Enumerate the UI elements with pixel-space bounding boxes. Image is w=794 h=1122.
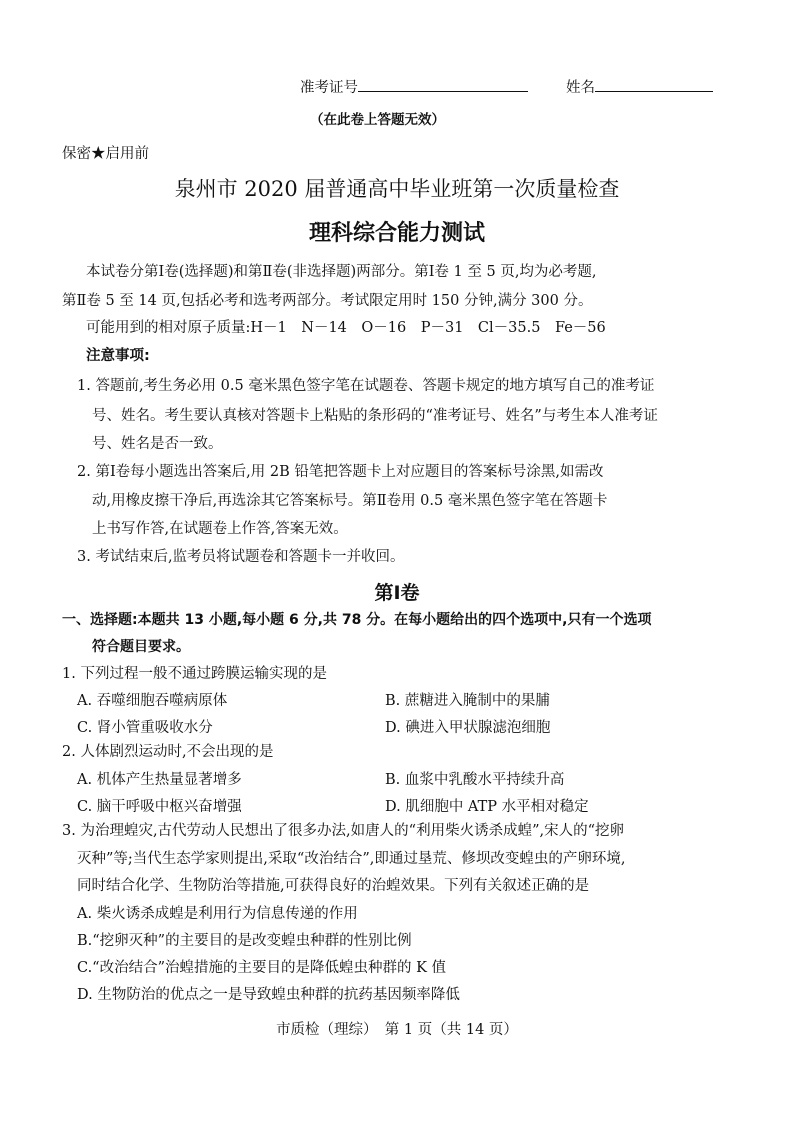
question-3-option-a: A. 柴火诱杀成蝗是利用行为信息传递的作用 [77,906,358,922]
question-2-option-d: D. 肌细胞中 ATP 水平相对稳定 [385,799,589,815]
exam-subtitle: 理科综合能力测试 [308,221,485,246]
question-1-option-c: C. 肾小管重吸收水分 [77,720,213,736]
exam-id-blank[interactable] [358,77,528,92]
question-1-option-b: B. 蔗糖进入腌制中的果脯 [385,693,550,709]
intro-line-2: 第Ⅱ卷 5 至 14 页,包括必考和选考两部分。考试限定用时 150 分钟,满分 300 分。 [62,293,593,309]
name-label: 姓名 [566,80,595,96]
notice-1-line-1: 1. 答题前,考生务必用 0.5 毫米黑色签字笔在试题卷、答题卡规定的地方填写自己的准考证 [77,378,655,394]
question-2-option-c: C. 脑干呼吸中枢兴奋增强 [77,799,242,815]
question-3-stem-line-1: 3. 为治理蝗灾,古代劳动人民想出了很多办法,如唐人的“利用柴火诱杀成蝗”,宋人的“挖卵 [62,823,625,839]
question-1-stem: 1. 下列过程一般不通过跨膜运输实现的是 [62,666,327,682]
section-instruction-line-2: 符合题目要求。 [92,639,190,655]
exam-title: 泉州市 2020 届普通高中毕业班第一次质量检查 [174,177,620,201]
question-3-option-b: B.“挖卵灭种”的主要目的是改变蝗虫种群的性别比例 [77,933,412,949]
notice-2-line-2: 动,用橡皮擦干净后,再选涂其它答案标号。第Ⅱ卷用 0.5 毫米黑色签字笔在答题卡 [92,493,608,509]
notice-1-line-2: 号、姓名。考生要认真核对答题卡上粘贴的条形码的“准考证号、姓名”与考生本人准考证 [92,408,658,424]
question-2-option-b: B. 血浆中乳酸水平持续升高 [385,772,565,788]
secrecy-mark: 保密★启用前 [62,146,149,162]
notice-3: 3. 考试结束后,监考员将试题卷和答题卡一并收回。 [77,549,405,565]
question-1-option-d: D. 碘进入甲状腺滤泡细胞 [385,720,551,736]
notice-title: 注意事项: [86,348,150,364]
section-instruction-line-1: 一、选择题:本题共 13 小题,每小题 6 分,共 78 分。在每小题给出的四个选项中,只有一个选项 [62,612,652,628]
question-3-option-d: D. 生物防治的优点之一是导致蝗虫种群的抗药基因频率降低 [77,987,460,1003]
name-field [566,76,713,97]
intro-line-1: 本试卷分第Ⅰ卷(选择题)和第Ⅱ卷(非选择题)两部分。第Ⅰ卷 1 至 5 页,均为必考题, [86,264,597,280]
question-3-stem-line-2: 灭种”等;当代生态学家则提出,采取“改治结合”,即通过垦荒、修坝改变蝗虫的产卵环境, [77,851,626,867]
notice-2-line-1: 2. 第Ⅰ卷每小题选出答案后,用 2B 铅笔把答题卡上对应题目的答案标号涂黑,如需改 [77,464,604,480]
question-3-option-c: C.“改治结合”治蝗措施的主要目的是降低蝗虫种群的 K 值 [77,960,447,976]
question-2-stem: 2. 人体剧烈运动时,不会出现的是 [62,744,274,760]
name-blank[interactable] [595,77,713,92]
exam-id-field [300,76,528,97]
question-1-option-a: A. 吞噬细胞吞噬病原体 [77,693,228,709]
question-2-option-a: A. 机体产生热量显著增多 [77,772,242,788]
atomic-mass-line: 可能用到的相对原子质量:H－1 N－14 O－16 P－31 Cl－35.5 Fe－56 [86,320,606,336]
notice-2-line-3: 上书写作答,在试题卷上作答,答案无效。 [92,521,348,537]
section-title: 第Ⅰ卷 [374,582,420,604]
page-footer: 市质检（理综） 第 1 页（共 14 页） [276,1022,518,1038]
exam-id-label: 准考证号 [300,80,358,96]
notice-1-line-3: 号、姓名是否一致。 [92,436,223,452]
invalid-note: （在此卷上答题无效） [310,112,445,128]
question-3-stem-line-3: 同时结合化学、生物防治等措施,可获得良好的治蝗效果。下列有关叙述正确的是 [77,878,590,894]
